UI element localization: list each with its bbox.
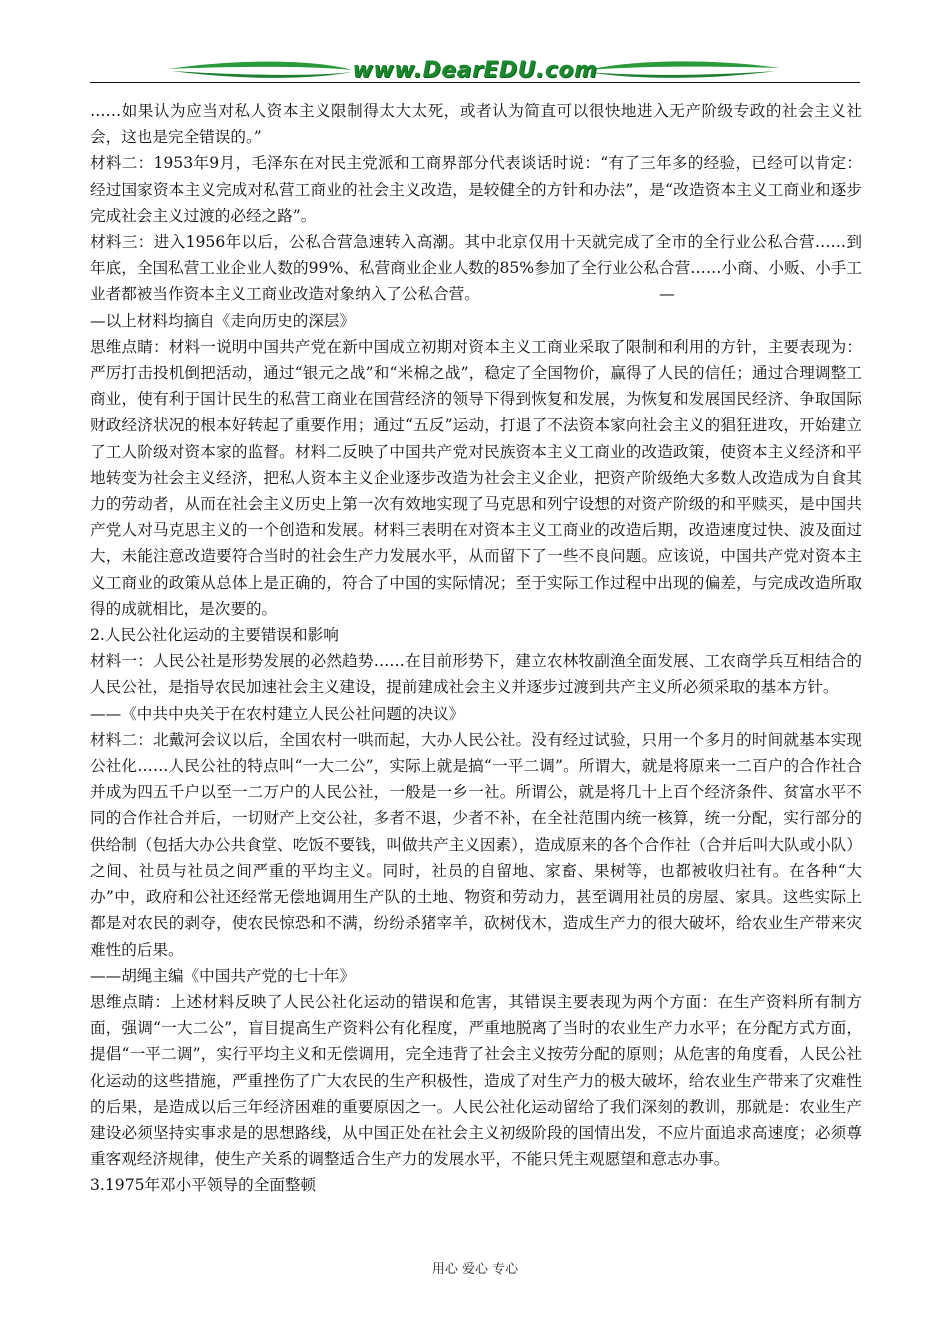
source-citation: ——胡绳主编《中国共产党的七十年》 [90,966,356,985]
site-logo-text[interactable]: www.DearEDU.com [352,58,598,83]
paragraph: 思维点睛：上述材料反映了人民公社化运动的错误和危害，其错误主要表现为两个方面：在生产资料所有制方面，强调“一大二公”，盲目提高生产资料公有化程度，严重地脱离了当时的农业生产力水平；在分配方式方面，提倡“一平二调”，实行平均主义和无偿调用，完全违背了社会主义按劳分配的原则；从危害的角度看，人民公社化运动的这些措施，严重挫伤了广大农民的生产积极性，造成了对生产力的极大破坏，给农业生产带来了灾难性的后果，是造成以后三年经济困难的重要原因之一。人民公社化运动留给了我们深刻的教训，那就是：农业生产建设必须坚持实事求是的思想路线，从中国正处在社会主义初级阶段的国情出发，不应片面追求高速度；必须尊重客观经济规律，使生产关系的调整适合生产力的发展水平，不能只凭主观愿望和意志办事。 [90,992,862,1169]
section-heading: 3.1975年邓小平领导的全面整顿 [90,1176,317,1195]
paragraph: ……如果认为应当对私人资本主义限制得太大太死，或者认为简直可以很快地进入无产阶级专政的社会主义社会，这也是完全错误的。” [90,102,862,147]
page-footer: 用心 爱心 专心 [431,1262,519,1277]
source-citation: ——《中共中央关于在农村建立人民公社问题的决议》 [90,704,465,723]
paragraph: —以上材料均摘自《走向历史的深层》 [90,311,356,330]
paragraph: 材料三：进入1956年以后，公私合营急速转入高潮。其中北京仅用十天就完成了全市的全行业公私合营……到年底，全国私营工业企业人数的99%、私营商业企业人数的85%参加了全行业公私合营……小商、小贩、小手工业者都被当作资本主义工商业改造对象纳入了公私合营。 — [90,233,862,304]
section-heading: 2.人民公社化运动的主要错误和影响 [90,626,339,645]
header-divider [90,82,860,83]
page-header [90,52,860,92]
paragraph: 材料二：1953年9月，毛泽东在对民主党派和工商界部分代表谈话时说：“有了三年多的经验，已经可以肯定：经过国家资本主义完成对私营工商业的社会主义改造，是较健全的方针和办法”，是“改造资本主义工商业和逐步完成社会主义过渡的必经之路”。 [90,154,862,225]
paragraph: 材料二：北戴河会议以后，全国农村一哄而起，大办人民公社。没有经过试验，只用一个多月的时间就基本实现公社化……人民公社的特点叫“一大二公”，实际上就是搞“一平二调”。所谓大，就是将原来一二百户的合作社合并成为四五千户以至一二万户的人民公社，一般是一乡一社。所谓公，就是将几十上百个经济条件、贫富水平不同的合作社合并后，一切财产上交公社，多者不退，少者不补，在全社范围内统一核算，统一分配，实行部分的供给制（包括大办公共食堂、吃饭不要钱，叫做共产主义因素），造成原来的各个合作社（合并后叫大队或小队）之间、社员与社员之间严重的平均主义。同时，社员的自留地、家畜、果树等，也都被收归社有。在各种“大办”中，政府和公社还经常无偿地调用生产队的土地、物资和劳动力，甚至调用社员的房屋、家具。这些实际上都是对农民的剥夺，使农民惊恐和不满，纷纷杀猪宰羊，砍树伐木，造成生产力的很大破坏，给农业生产带来灾难性的后果。 [90,730,862,959]
paragraph: 思维点睛：材料一说明中国共产党在新中国成立初期对资本主义工商业采取了限制和利用的方针，主要表现为：严厉打击投机倒把活动，通过“银元之战”和“米棉之战”，稳定了全国物价，赢得了人民的信任；通过合理调整工商业，使有利于国计民生的私营工商业在国营经济的领导下得到恢复和发展，为恢复和发展国民经济、争取国际财政经济状况的根本好转起了重要作用；通过“五反”运动，打退了不法资本家向社会主义的猖狂进攻，开始建立了工人阶级对资本家的监督。材料二反映了中国共产党对民族资本主义工商业的改造政策，使资本主义经济和平地转变为社会主义经济，把私人资本主义企业逐步改造为社会主义企业，把资产阶级绝大多数人改造成为自食其力的劳动者，从而在社会主义历史上第一次有效地实现了马克思和列宁设想的对资产阶级的和平赎买，是中国共产党人对马克思主义的一个创造和发展。材料三表明在对资本主义工商业的改造后期，改造速度过快、波及面过大，未能注意改造要符合当时的社会生产力发展水平，从而留下了一些不良问题。应该说，中国共产党对资本主义工商业的政策从总体上是正确的，符合了中国的实际情况；至于实际工作过程中出现的偏差，与完成改造所取得的成就相比，是次要的。 [90,337,862,618]
paragraph: 材料一：人民公社是形势发展的必然趋势……在目前形势下，建立农林牧副渔全面发展、工农商学兵互相结合的人民公社，是指导农民加速社会主义建设，提前建成社会主义并逐步过渡到共产主义所必须采取的基本方针。 [90,652,862,697]
document-body [90,98,862,1199]
